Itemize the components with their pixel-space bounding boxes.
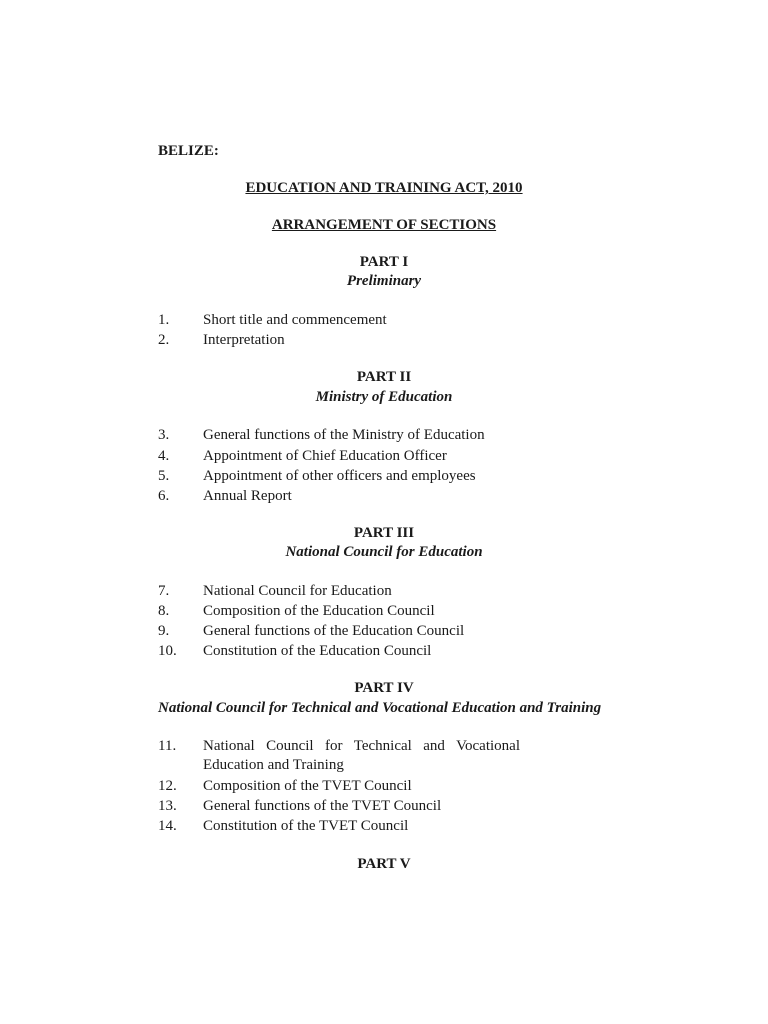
section-number: 1. <box>158 312 170 328</box>
section-number: 8. <box>158 603 170 619</box>
section-title: Constitution of the Education Council <box>203 643 432 659</box>
section-number: 2. <box>158 332 170 348</box>
part-heading: PART III <box>353 525 415 541</box>
section-number: 5. <box>158 468 170 484</box>
section-number: 13. <box>158 798 177 814</box>
section-number: 14. <box>158 818 177 834</box>
part-heading: PART I <box>359 254 409 270</box>
section-title: Interpretation <box>203 332 285 348</box>
part-subtitle: National Council for Technical and Vocational Education and Training <box>158 700 602 716</box>
section-title: Composition of the Education Council <box>203 603 435 619</box>
section-number: 7. <box>158 583 170 599</box>
section-number: 3. <box>158 427 170 443</box>
arrangement-heading: ARRANGEMENT OF SECTIONS <box>271 217 497 233</box>
section-title-continuation: Education and Training <box>203 757 344 773</box>
section-title: Short title and commencement <box>203 312 387 328</box>
section-title: General functions of the Education Council <box>203 623 465 639</box>
part-heading: PART II <box>356 369 412 385</box>
section-title: Annual Report <box>203 488 292 504</box>
section-number: 4. <box>158 448 170 464</box>
section-title: General functions of the Ministry of Education <box>203 427 485 443</box>
section-number: 6. <box>158 488 170 504</box>
section-title: Appointment of Chief Education Officer <box>203 448 447 464</box>
section-number: 12. <box>158 778 177 794</box>
section-number: 9. <box>158 623 170 639</box>
part-heading: PART V <box>357 856 411 872</box>
section-title: Composition of the TVET Council <box>203 778 412 794</box>
section-title: Appointment of other officers and employees <box>203 468 476 484</box>
country-heading: BELIZE: <box>158 143 219 159</box>
section-number: 11. <box>158 738 177 754</box>
part-subtitle: Preliminary <box>346 273 422 289</box>
act-title: EDUCATION AND TRAINING ACT, 2010 <box>245 180 523 196</box>
part-heading: PART IV <box>354 680 414 696</box>
section-title: General functions of the TVET Council <box>203 798 442 814</box>
section-title: Constitution of the TVET Council <box>203 818 409 834</box>
section-number: 10. <box>158 643 177 659</box>
section-title: National Council for Technical and Vocational <box>203 738 520 754</box>
part-subtitle: Ministry of Education <box>315 389 453 405</box>
section-title: National Council for Education <box>203 583 392 599</box>
part-subtitle: National Council for Education <box>285 544 483 560</box>
